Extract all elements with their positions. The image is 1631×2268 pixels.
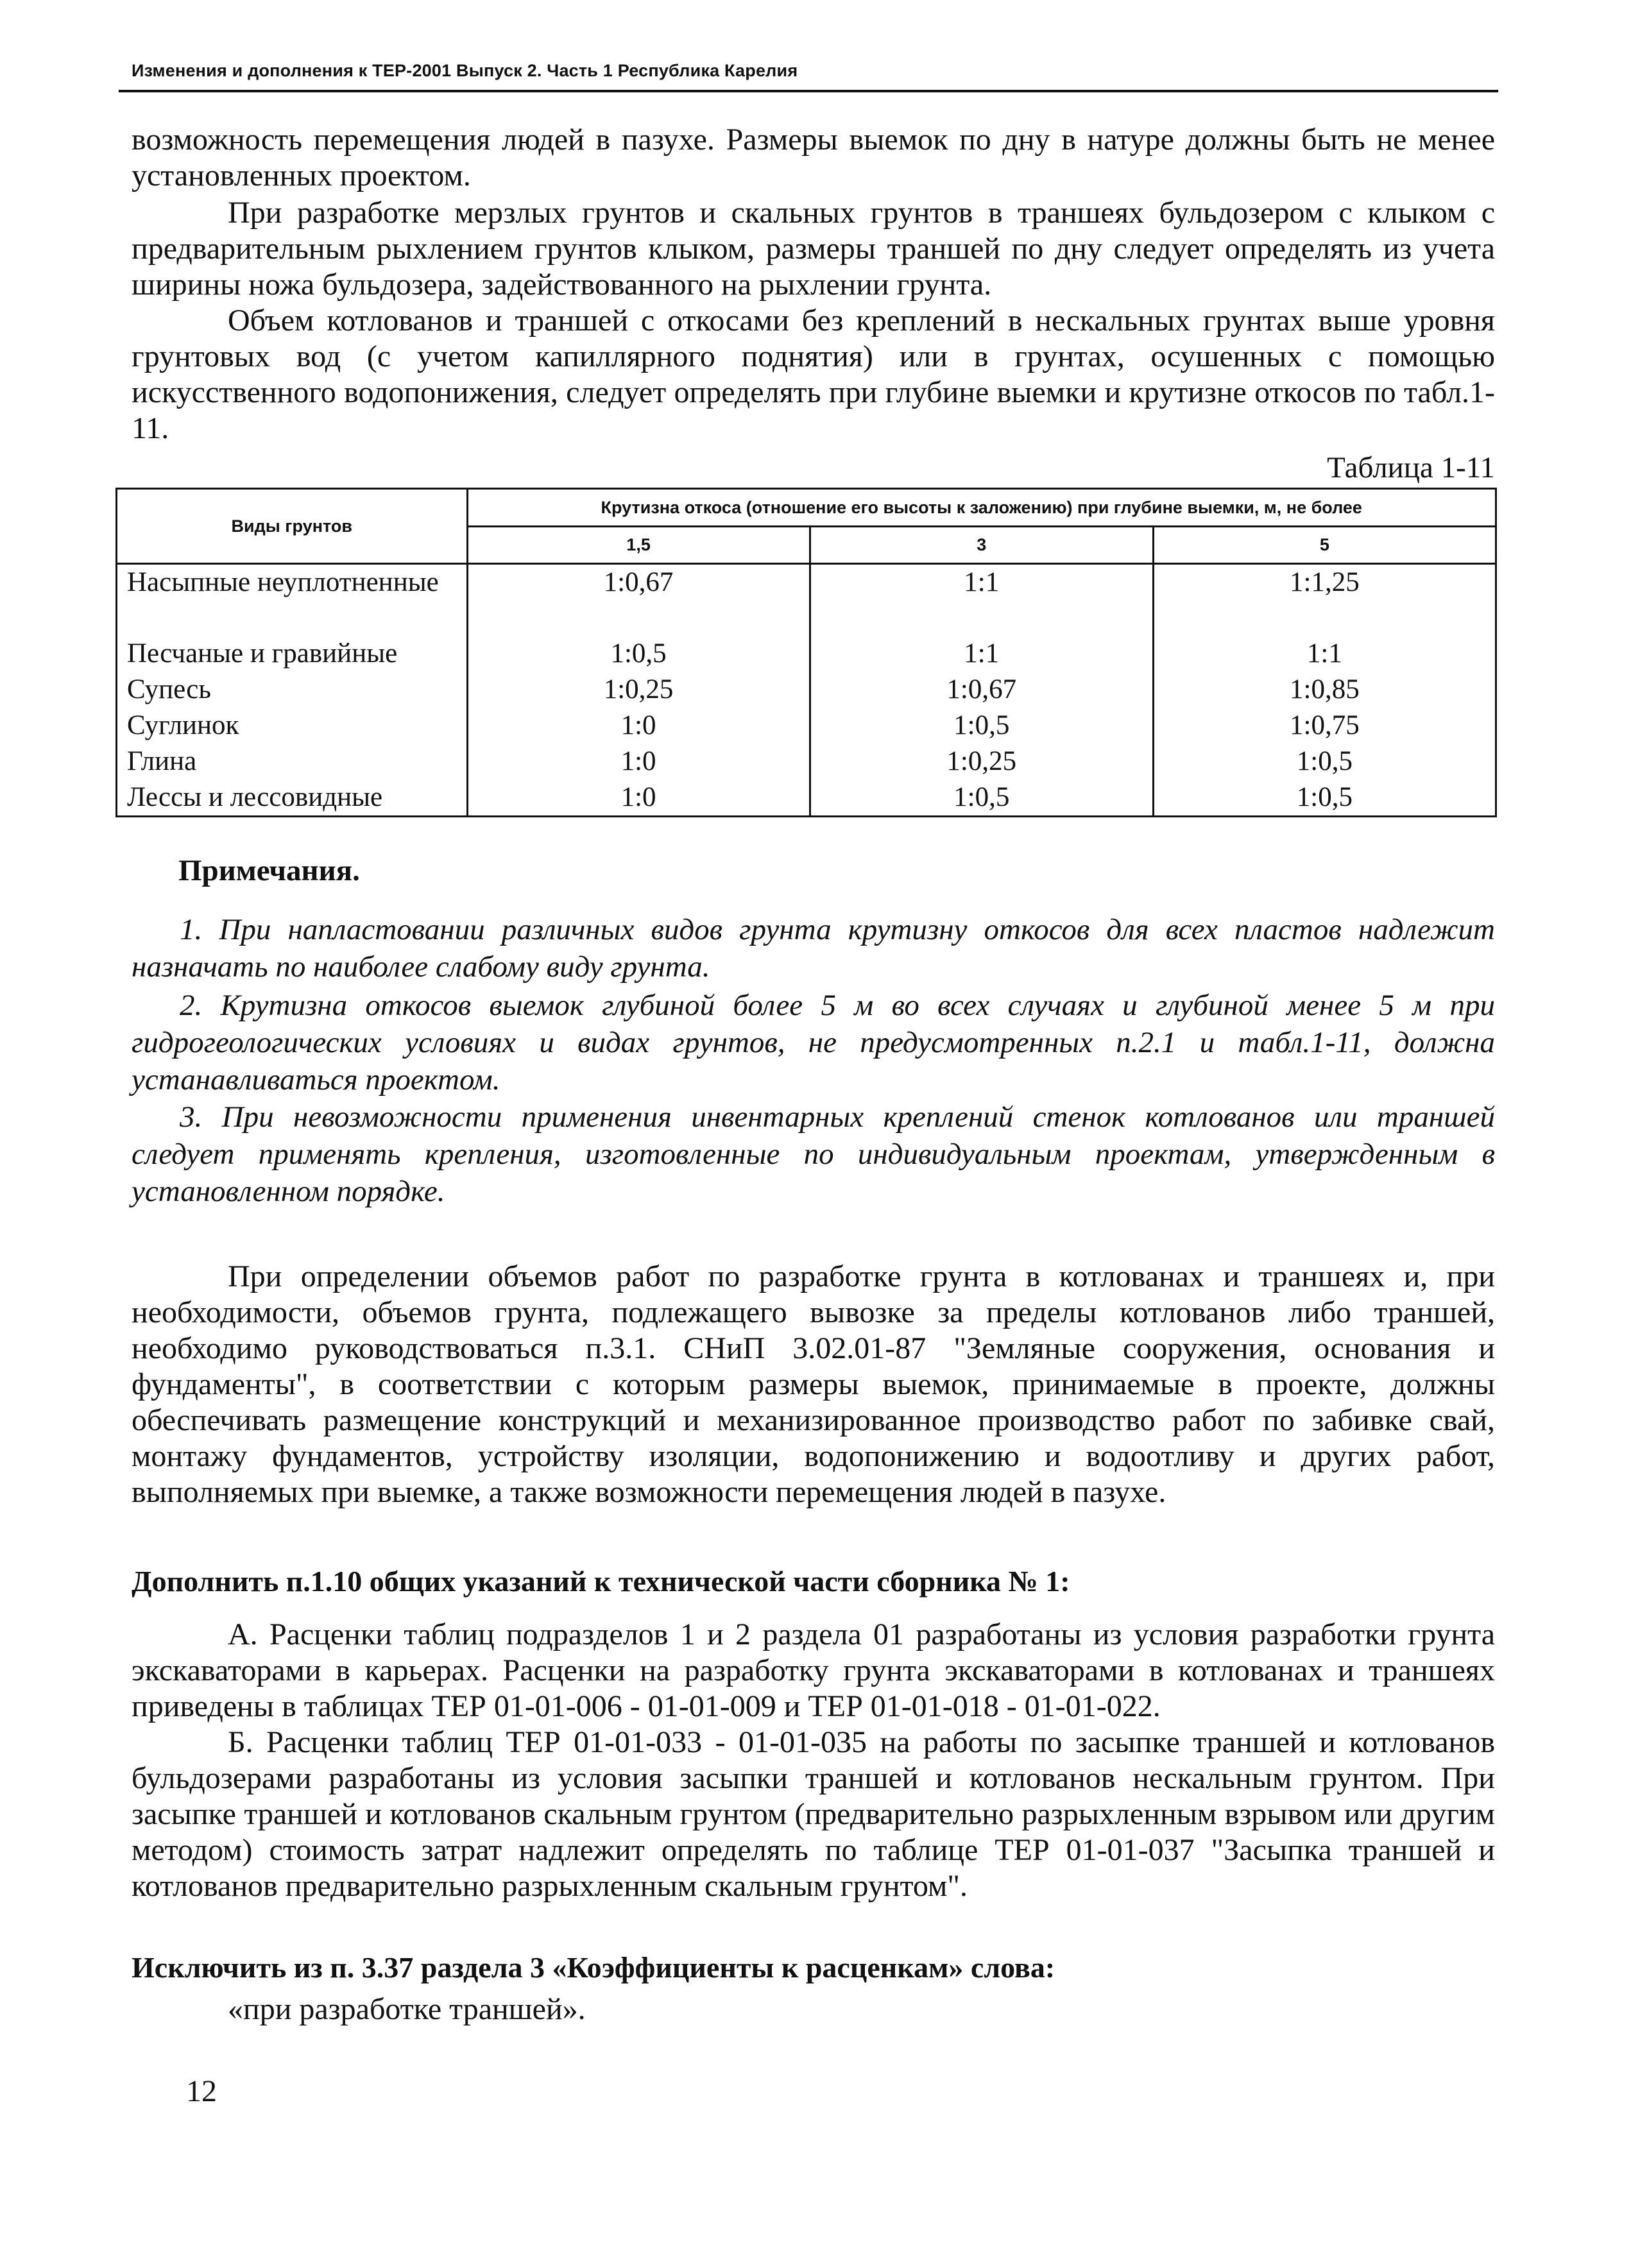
paragraph-continuation: возможность перемещения людей в пазухе. Размеры выемок по дну в натуре должны быть не менее установленных проектом. — [132, 123, 1495, 192]
slope-cell: 1:0,25 — [810, 744, 1153, 780]
slope-cell: 1:1,25 — [1153, 564, 1496, 636]
table-caption: Таблица 1-11 — [1327, 451, 1495, 484]
slope-cell: 1:0,5 — [1153, 780, 1496, 817]
slope-table — [115, 488, 1497, 817]
paragraph-frozen-soil: При разработке мерзлых грунтов и скальных грунтов в траншеях бульдозером с клыком с предварительным рыхлением грунтов клыком, размеры траншей по дну следует определять из учета ширины ножа бульдозера, задействованного на рыхлении грунта. — [132, 196, 1495, 302]
slope-cell: 1:0,25 — [467, 672, 810, 708]
column-header-depth: 5 — [1153, 527, 1496, 564]
slope-cell: 1:0 — [467, 708, 810, 744]
soil-type-cell: Песчаные и гравийные — [117, 636, 468, 672]
table-row — [117, 672, 1496, 708]
column-header-depth: 1,5 — [467, 527, 810, 564]
page-number: 12 — [186, 2074, 217, 2108]
running-header: Изменения и дополнения к ТЕР-2001 Выпуск 2. Часть 1 Республика Карелия — [132, 61, 798, 80]
column-header-depth: 3 — [810, 527, 1153, 564]
note-1: 1. При напластовании различных видов грунта крутизну откосов для всех пластов надлежит назначать по наиболее слабому виду грунта. — [132, 913, 1495, 984]
paragraph-a: А. Расценки таблиц подразделов 1 и 2 раздела 01 разработаны из условия разработки грунта экскаваторами в карьерах. Расценки на разработку грунта экскаваторами в котлованах и траншеях приведены в таблицах ТЕР 01-01-006 - 01-01-009 и ТЕР 01-01-018 - 01-01-022. — [132, 1617, 1495, 1723]
slope-cell: 1:0,5 — [810, 708, 1153, 744]
excluded-words: «при разработке траншей». — [228, 1992, 586, 2026]
soil-type-cell: Глина — [117, 744, 468, 780]
paragraph-earthworks: При определении объемов работ по разработке грунта в котлованах и траншеях и, при необходимости, объемов грунта, подлежащего вывозке за пределы котлованов либо траншей, необходимо руководствоваться п.3.1. СНиП 3.02.01-87 "Земляные сооружения, основания и фундаменты", в соответствии с которым размеры выемок, принимаемые в проекте, должны обеспечивать размещение конструкций и механизированное производство работ по забивке свай, монтажу фундаментов, устройству изоляции, водопонижению и водоотливу и других работ, выполняемых при выемке, а также возможности перемещения людей в пазухе. — [132, 1259, 1495, 1509]
slope-cell: 1:0,5 — [810, 780, 1153, 817]
slope-cell: 1:0 — [467, 780, 810, 817]
column-header-soil-type: Виды грунтов — [117, 489, 468, 564]
soil-type-cell: Лессы и лессовидные — [117, 780, 468, 817]
paragraph-b: Б. Расценки таблиц ТЕР 01-01-033 - 01-01-035 на работы по засыпке траншей и котлованов бульдозерами разработаны из условия засыпки траншей и котлованов нескальным грунтом. При засыпке траншей и котлованов скальным грунтом (предварительно разрыхленным взрывом или другим методом) стоимость затрат надлежит определять по таблице ТЕР 01-01-037 "Засыпка траншей и котлованов предварительно разрыхленным скальным грунтом". — [132, 1725, 1495, 1903]
slope-cell: 1:0,5 — [1153, 744, 1496, 780]
note-3: 3. При невозможности применения инвентарных креплений стенок котлованов или траншей следует применять крепления, изготовленные по индивидуальным проектам, утвержденным в установленном порядке. — [132, 1100, 1495, 1208]
slope-cell: 1:0,75 — [1153, 708, 1496, 744]
section-heading-exclusion: Исключить из п. 3.37 раздела 3 «Коэффициенты к расценкам» слова: — [132, 1951, 1055, 1984]
slope-cell: 1:1 — [810, 636, 1153, 672]
column-header-slope: Крутизна откоса (отношение его высоты к заложению) при глубине выемки, м, не более — [467, 489, 1496, 527]
slope-cell: 1:0,67 — [810, 672, 1153, 708]
slope-cell: 1:0,5 — [467, 636, 810, 672]
slope-cell: 1:0 — [467, 744, 810, 780]
section-heading-addition: Дополнить п.1.10 общих указаний к технической части сборника № 1: — [132, 1565, 1070, 1598]
slope-cell: 1:1 — [1153, 636, 1496, 672]
slope-cell: 1:0,67 — [467, 564, 810, 636]
table-row — [117, 564, 1496, 636]
table-row — [117, 708, 1496, 744]
table-row — [117, 780, 1496, 817]
table-row — [117, 744, 1496, 780]
notes-title: Примечания. — [178, 854, 360, 887]
slope-cell: 1:0,85 — [1153, 672, 1496, 708]
soil-type-cell: Насыпные неуплотненные — [117, 564, 468, 636]
paragraph-volume: Объем котлованов и траншей с откосами без креплений в нескальных грунтах выше уровня грунтовых вод (с учетом капиллярного поднятия) или в грунтах, осушенных с помощью искусственного водопонижения, следует определять при глубине выемки и крутизне откосов по табл.1-11. — [132, 303, 1495, 445]
header-rule — [119, 90, 1498, 92]
table-row — [117, 636, 1496, 672]
soil-type-cell: Суглинок — [117, 708, 468, 744]
note-2: 2. Крутизна откосов выемок глубиной более 5 м во всех случаях и глубиной менее 5 м при гидрогеологических условиях и видах грунтов, не предусмотренных п.2.1 и табл.1-11, должна устанавливаться проектом. — [132, 989, 1495, 1096]
slope-cell: 1:1 — [810, 564, 1153, 636]
soil-type-cell: Супесь — [117, 672, 468, 708]
